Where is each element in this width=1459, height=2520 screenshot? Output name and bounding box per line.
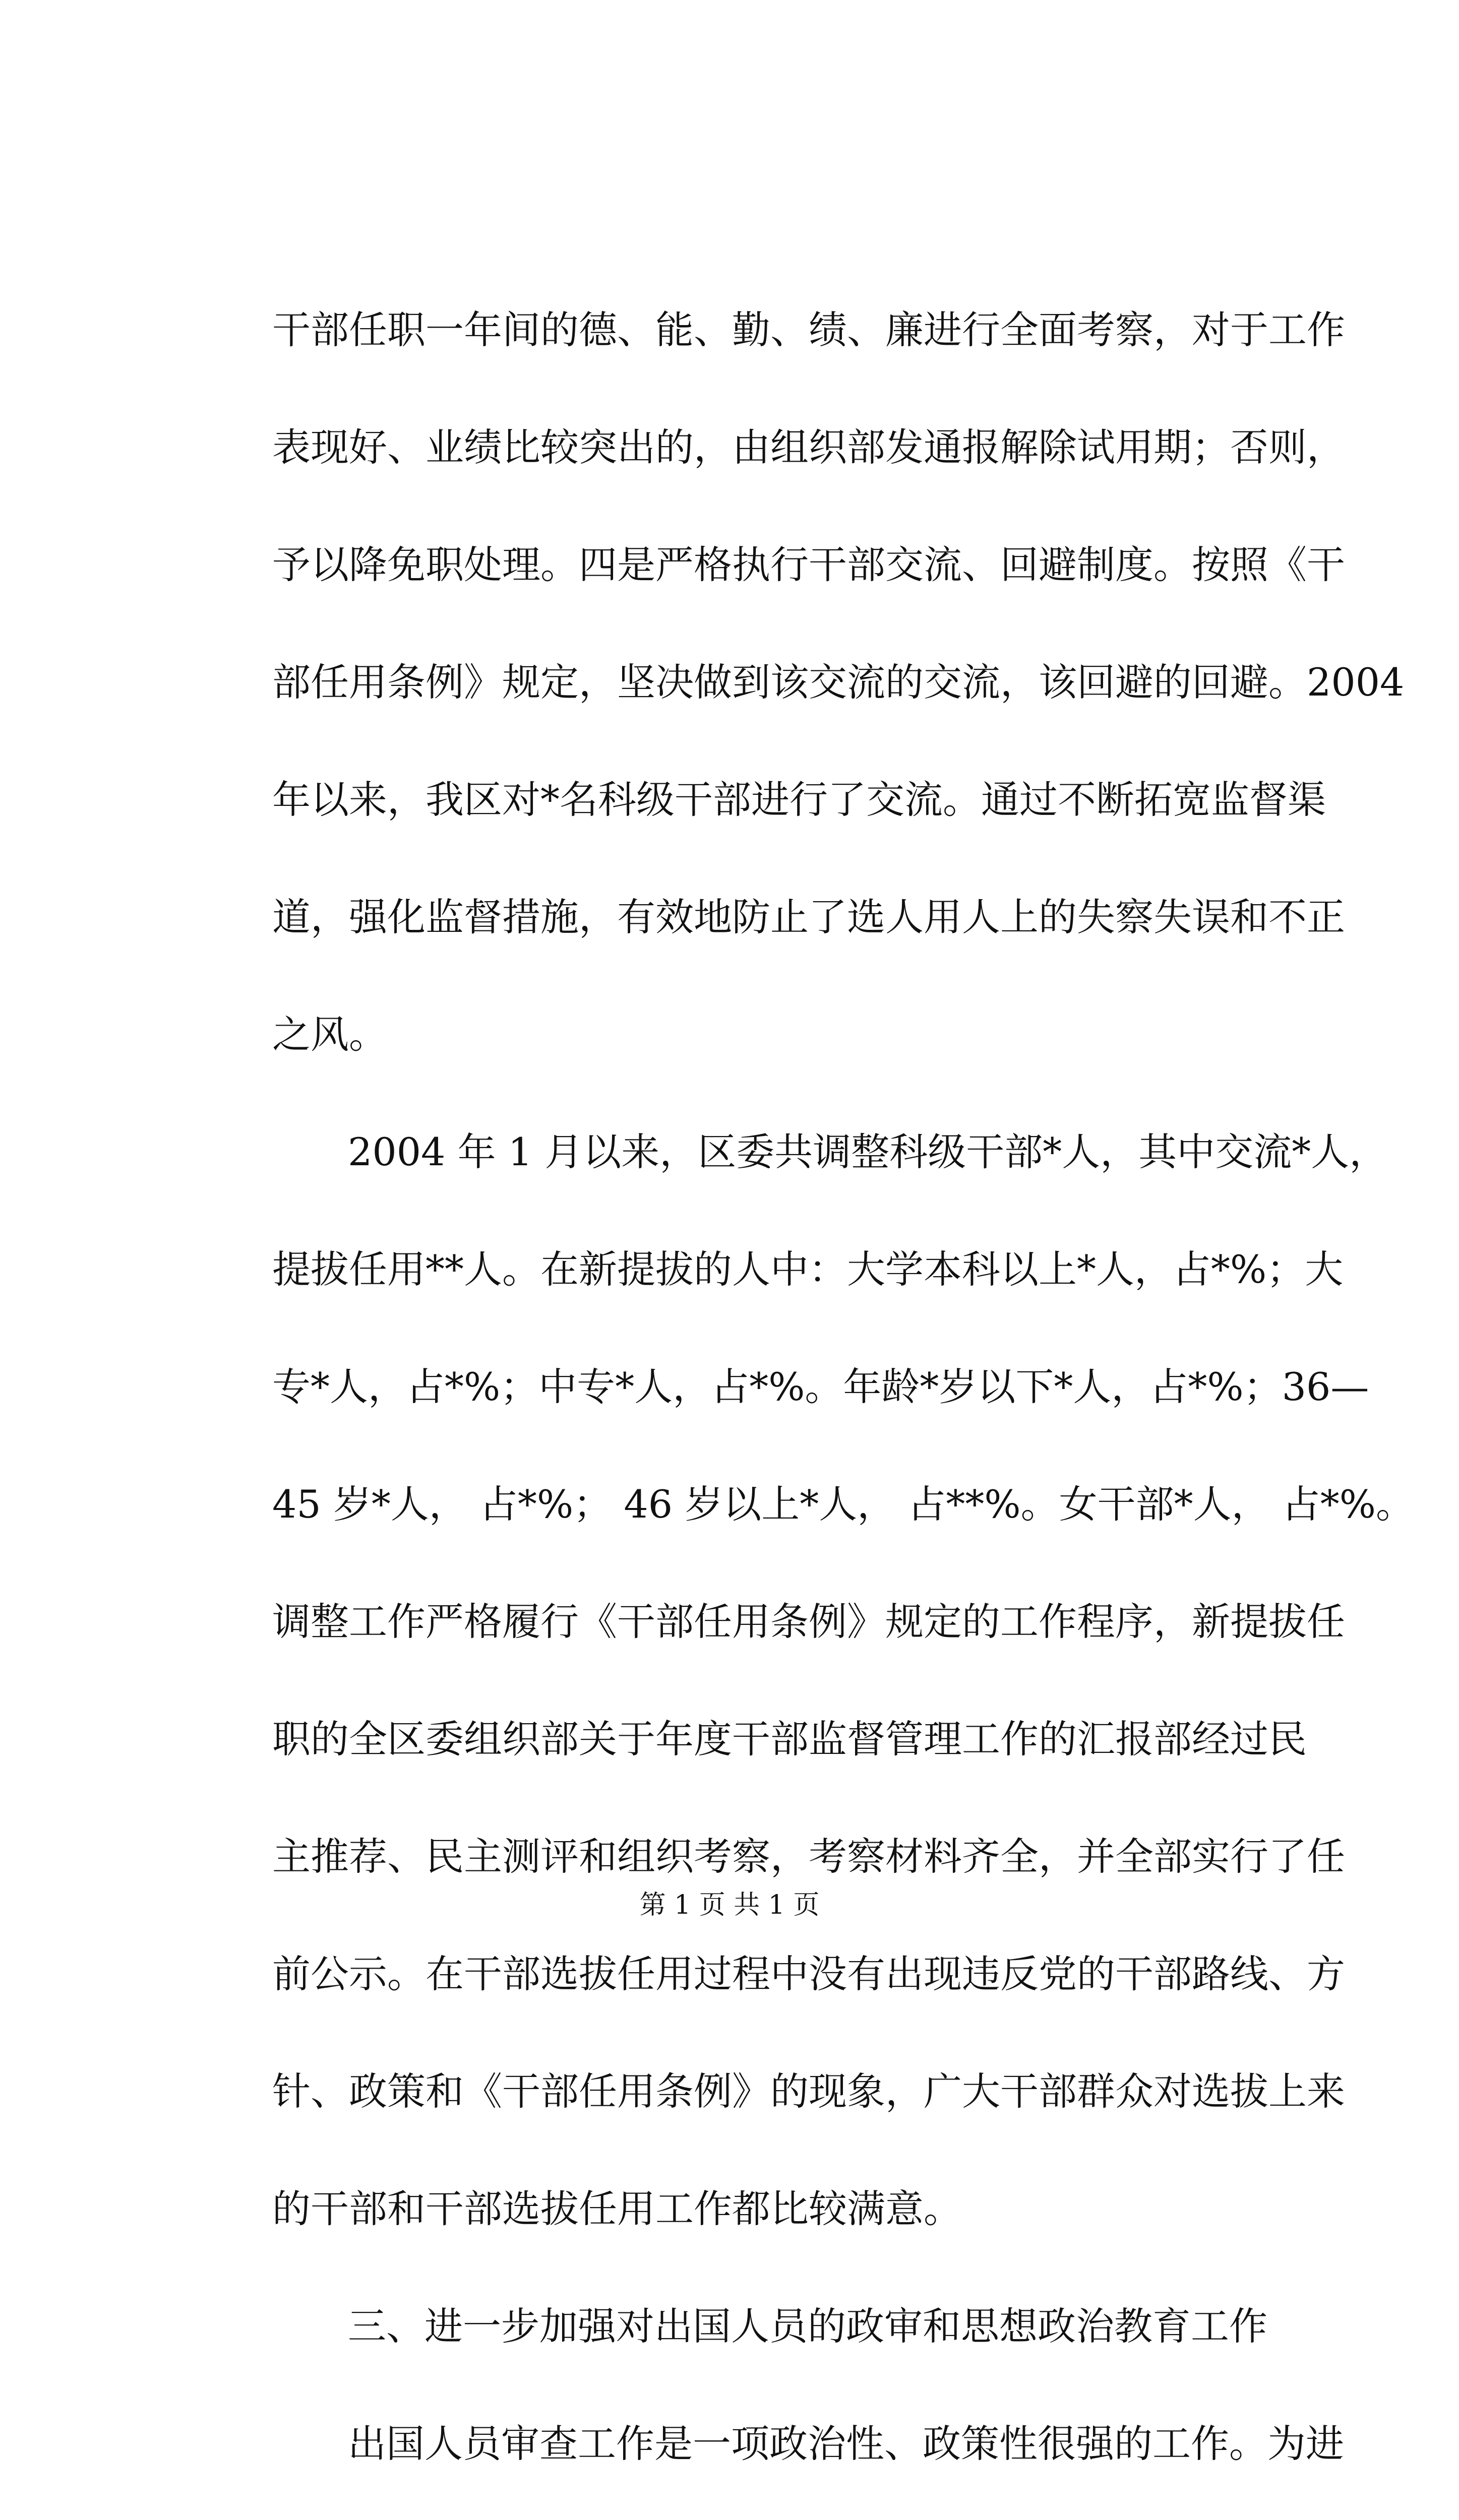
text-line: 表现好、业绩比较突出的，由组织部发通报解除试用期；否则， [272,425,1345,470]
text-line: 部任用条例》规定，坚决做到该交流的交流，该回避的回避。2004 [272,660,1405,705]
paragraph-first-line: 2004 年 1 月以来，区委共调整科级干部*人，其中交流*人， [348,1129,1388,1174]
text-line: 前公示。在干部选拔任用过程中没有出现违反党的干部路线、方 [272,1951,1345,1996]
text-line: 提拔任用**人。在新提拔的人中：大学本科以上*人，占*%；大 [272,1247,1344,1292]
paragraph-first-line: 出国人员审查工作是一项政治性、政策性很强的工作。为进 [348,2421,1344,2466]
text-line: 年以来，我区对*名科级干部进行了交流。通过不断拓宽监督渠 [272,777,1326,822]
body-text [272,271,1415,2520]
text-line: 主推荐、民主测评和组织考察，考察材料齐全，并全部实行了任 [272,1834,1345,1879]
text-line: 的干部和干部选拔任用工作都比较满意。 [272,2186,962,2231]
text-line: 道，强化监督措施，有效地防止了选人用人上的失察失误和不正 [272,895,1345,939]
section-heading: 三、进一步加强对出国人员的政审和思想政治教育工作 [348,2304,1267,2349]
text-line: 职的全区委组织部关于年度干部监督管理工作的汇报部经过民 [272,1717,1307,1761]
text-line: 予以降免职处理。四是严格执行干部交流、回避制度。按照《干 [272,542,1345,587]
page-number-footer: 第 1 页 共 1 页 [639,1890,820,1920]
text-line: 干部任职一年间的德、能、勤、绩、廉进行全面考察，对于工作 [272,307,1345,352]
text-line: 针、政策和《干部任用条例》的现象，广大干部群众对选拔上来 [272,2069,1345,2114]
text-line [272,2502,1270,2520]
text-line: 调整工作严格履行《干部任用条例》规定的工作程序，新提拔任 [272,1599,1345,1644]
text-line: 45 岁*人， 占*%； 46 岁以上*人， 占**%。女干部*人， 占*%。 [272,1482,1415,1527]
text-line: 专*人，占*%；中专*人，占*%。年龄*岁以下*人，占*%；36— [272,1364,1369,1409]
text-line: 之风。 [272,1012,387,1057]
